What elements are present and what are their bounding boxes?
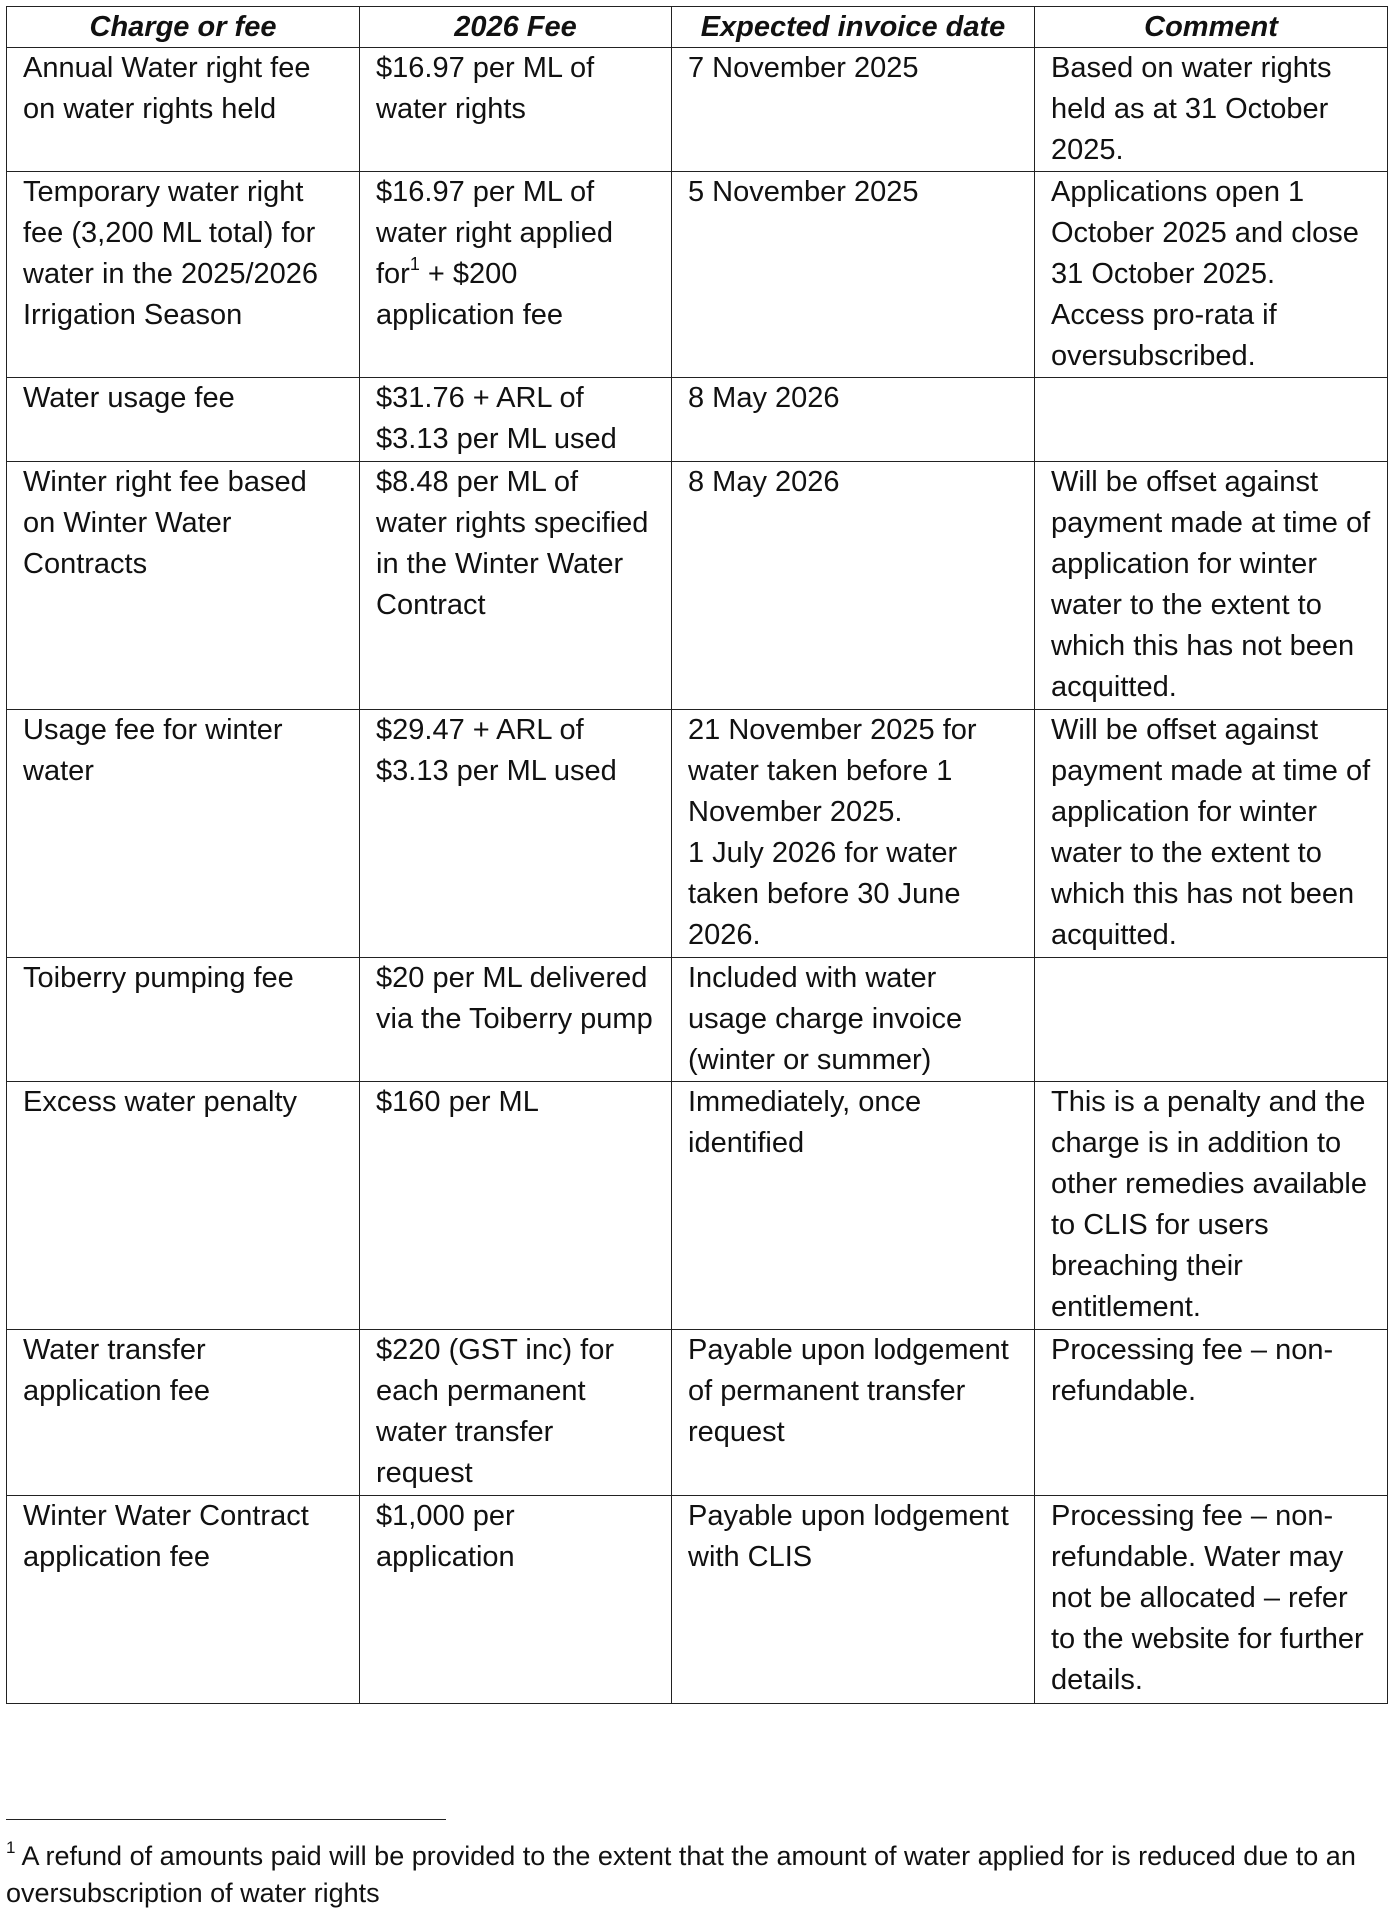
invoice-date-cell: 21 November 2025 for water taken before 1 November 2025. 1 July 2026 for water taken before 30 June 2026. bbox=[672, 710, 1035, 958]
invoice-date-cell: Immediately, once identified bbox=[672, 1082, 1035, 1330]
charge-cell: Winter Water Contract application fee bbox=[7, 1496, 360, 1704]
header-expected-invoice-date: Expected invoice date bbox=[672, 7, 1035, 48]
charge-cell: Usage fee for winter water bbox=[7, 710, 360, 958]
table-row bbox=[7, 958, 1388, 1082]
table-row bbox=[7, 710, 1388, 958]
fee-text-continued: + $200 application fee bbox=[376, 258, 564, 331]
charge-cell: Water usage fee bbox=[7, 378, 360, 462]
fee-cell: $1,000 per application bbox=[360, 1496, 672, 1704]
charge-cell: Winter right fee based on Winter Water Contracts bbox=[7, 462, 360, 710]
charge-cell: Excess water penalty bbox=[7, 1082, 360, 1330]
invoice-date-cell: 8 May 2026 bbox=[672, 462, 1035, 710]
invoice-date-cell: Payable upon lodgement of permanent transfer request bbox=[672, 1330, 1035, 1496]
invoice-date-cell: Included with water usage charge invoice (winter or summer) bbox=[672, 958, 1035, 1082]
table-row bbox=[7, 172, 1388, 378]
comment-cell: Based on water rights held as at 31 October 2025. bbox=[1035, 48, 1388, 172]
comment-cell: Will be offset against payment made at time of application for winter water to the extent to which this has not been acquitted. bbox=[1035, 462, 1388, 710]
charge-cell: Temporary water right fee (3,200 ML total) for water in the 2025/2026 Irrigation Season bbox=[7, 172, 360, 378]
header-charge-or-fee: Charge or fee bbox=[7, 7, 360, 48]
footnote-divider bbox=[6, 1819, 446, 1820]
comment-cell bbox=[1035, 378, 1388, 462]
comment-cell: Will be offset against payment made at time of application for winter water to the extent to which this has not been acquitted. bbox=[1035, 710, 1388, 958]
footnote-marker: 1 bbox=[6, 1838, 16, 1857]
charge-cell: Toiberry pumping fee bbox=[7, 958, 360, 1082]
invoice-date-cell: 8 May 2026 bbox=[672, 378, 1035, 462]
fee-cell: $220 (GST inc) for each permanent water transfer request bbox=[360, 1330, 672, 1496]
fee-text: $16.97 per ML of water right applied for bbox=[376, 176, 613, 290]
footnote-text: A refund of amounts paid will be provided to the extent that the amount of water applied for is reduced due to an oversubscription of water rights bbox=[6, 1841, 1356, 1908]
footnote bbox=[6, 1838, 1386, 1912]
fee-cell: $8.48 per ML of water rights specified in the Winter Water Contract bbox=[360, 462, 672, 710]
table-header-row bbox=[7, 7, 1388, 48]
fee-cell: $31.76 + ARL of $3.13 per ML used bbox=[360, 378, 672, 462]
invoice-date-cell: 5 November 2025 bbox=[672, 172, 1035, 378]
fee-cell bbox=[360, 172, 672, 378]
table-row bbox=[7, 48, 1388, 172]
comment-cell: Applications open 1 October 2025 and close 31 October 2025. Access pro-rata if oversubscribed. bbox=[1035, 172, 1388, 378]
table-row bbox=[7, 462, 1388, 710]
header-comment: Comment bbox=[1035, 7, 1388, 48]
comment-cell: Processing fee – non-refundable. Water may not be allocated – refer to the website for further details. bbox=[1035, 1496, 1388, 1704]
table-row bbox=[7, 1496, 1388, 1704]
fee-cell: $160 per ML bbox=[360, 1082, 672, 1330]
fee-cell: $16.97 per ML of water rights bbox=[360, 48, 672, 172]
invoice-date-cell: 7 November 2025 bbox=[672, 48, 1035, 172]
table-row bbox=[7, 378, 1388, 462]
charge-cell: Annual Water right fee on water rights held bbox=[7, 48, 360, 172]
invoice-date-cell: Payable upon lodgement with CLIS bbox=[672, 1496, 1035, 1704]
fee-cell: $29.47 + ARL of $3.13 per ML used bbox=[360, 710, 672, 958]
charge-cell: Water transfer application fee bbox=[7, 1330, 360, 1496]
comment-cell: Processing fee – non-refundable. bbox=[1035, 1330, 1388, 1496]
comment-cell bbox=[1035, 958, 1388, 1082]
table-row bbox=[7, 1082, 1388, 1330]
comment-cell: This is a penalty and the charge is in addition to other remedies available to CLIS for users breaching their entitlement. bbox=[1035, 1082, 1388, 1330]
table-row bbox=[7, 1330, 1388, 1496]
fee-cell: $20 per ML delivered via the Toiberry pump bbox=[360, 958, 672, 1082]
footnote-reference: 1 bbox=[409, 254, 420, 275]
fee-schedule-table bbox=[6, 6, 1388, 1704]
header-2026-fee: 2026 Fee bbox=[360, 7, 672, 48]
